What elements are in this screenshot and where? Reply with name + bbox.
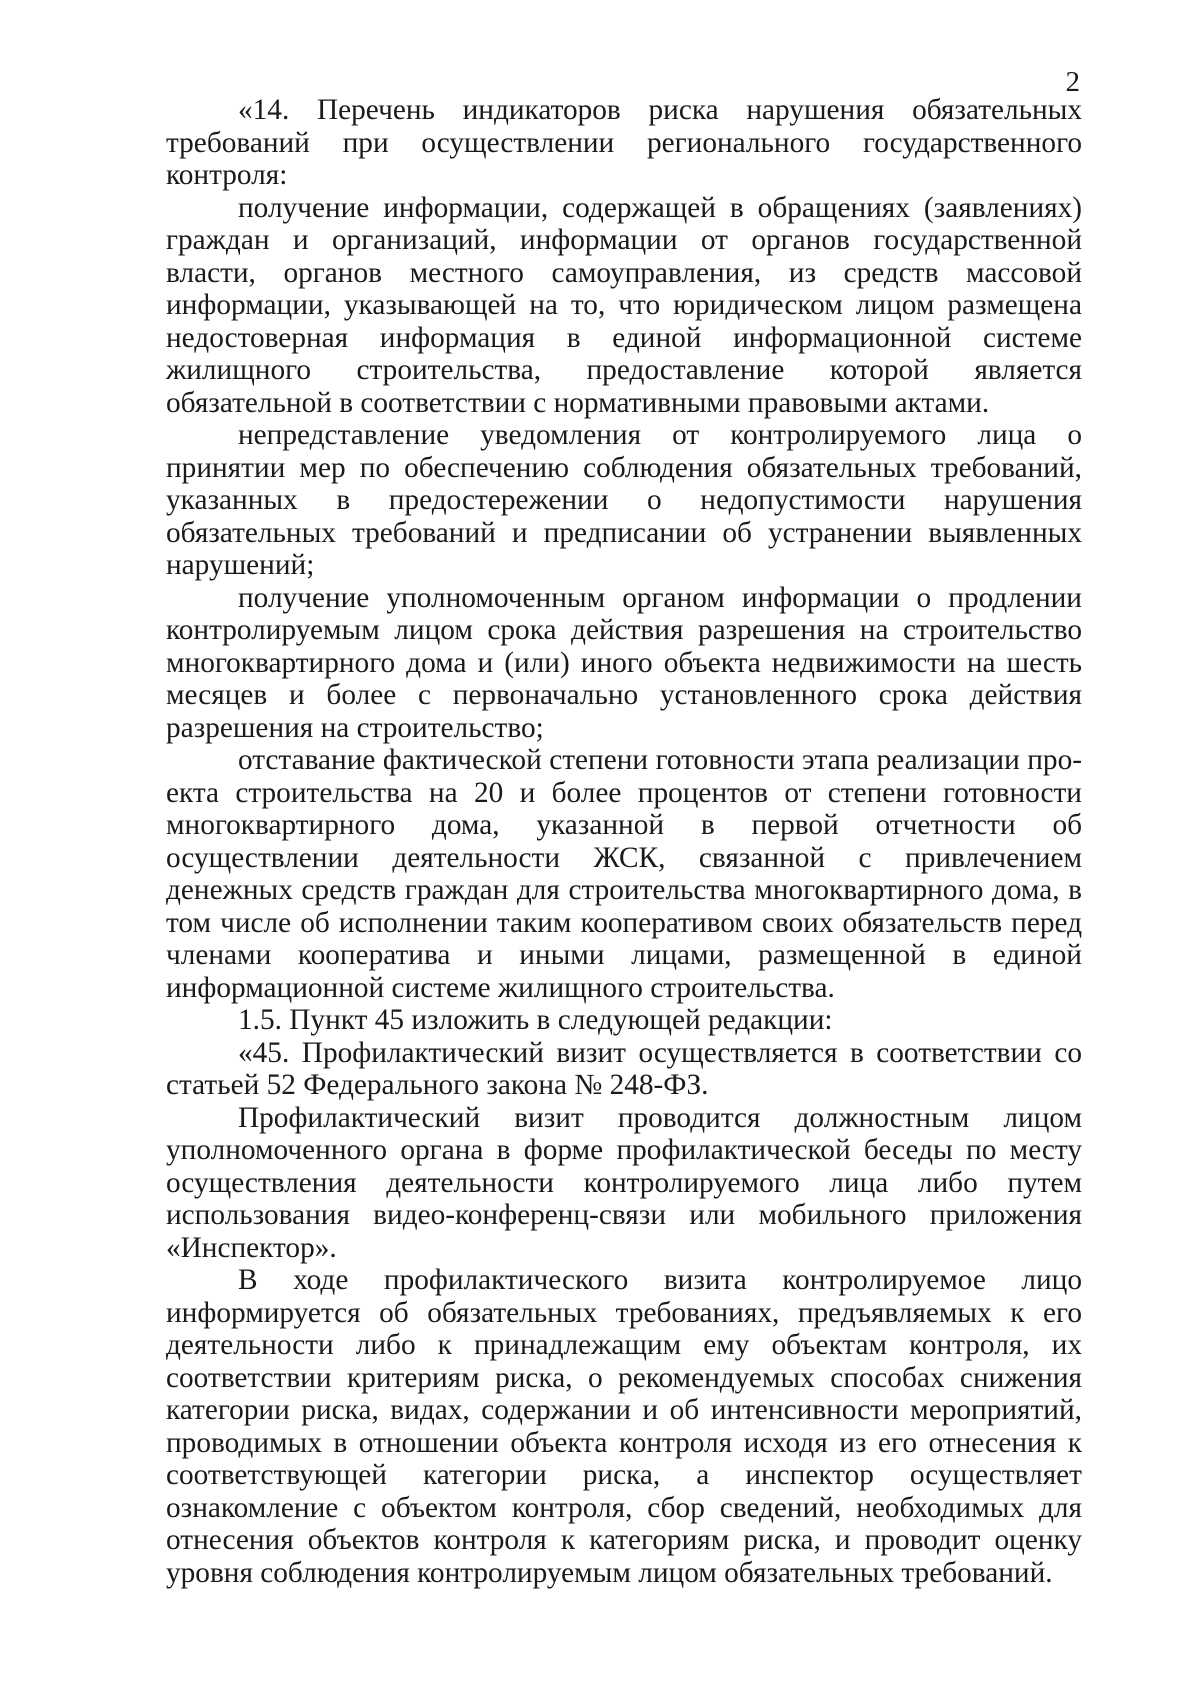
paragraph-indicator-information: получение информации, содержащей в обращениях (заявлениях) граждан и организаций, информации от органов государственной власти, органов местного самоуправления, из средств массовой информации, указывающей на то, что юридическом лицом размещена недостоверная информация в единой информационной системе жилищного строительства, предоставление которой является обязательной в соответствии с нормативными правовыми актами. [166,191,1082,419]
paragraph-visit-content: В ходе профилактического визита контролируемое лицо информируется об обязательных требованиях, предъявляемых к его деятельности либо к принадлежащим ему объектам контроля, их соответствии критериям риска, о рекомендуемых способах снижения категории риска, видах, содержании и об интенсивности мероприятий, проводимых в отношении объекта контроля исходя из его отнесения к соответствующей категории риска, а инспектор осуществляет ознакомление с объектом контроля, сбор сведений, необходимых для отнесения объектов контроля к категориям риска, и проводит оценку уровня соблюдения контролируемым лицом обязательных требований. [166,1264,1082,1589]
paragraph-indicator-permit-extension: получение уполномоченным органом информации о продлении контролируемым лицом срока действия разрешения на строительство многоквартирного дома и (или) иного объекта недвижимости на шесть месяцев и более с первоначально установленного срока действия разрешения на строительство; [166,581,1082,744]
page-number: 2 [1065,66,1080,98]
paragraph-indicators-list-title: «14. Перечень индикаторов риска нарушения обязательных требований при осуществлении регионального государственного контроля: [166,94,1082,191]
paragraph-item-1-5: 1.5. Пункт 45 изложить в следующей редакции: [238,1004,833,1036]
paragraph-indicator-readiness-lag: отставание фактической степени готовности этапа реализации проекта строительства на 20 и более процентов от степени готовности многоквартирного дома, указанной в первой отчетности об осуществлении деятельности ЖСК, связанной с привлечением денежных средств граждан для строительства многоквартирного дома, в том числе об исполнении таким кооперативом своих обязательств перед членами кооператива и иными лицами, размещенной в единой информационной системе жилищного строительства. [166,744,1082,1004]
document-body [166,94,1082,1589]
paragraph-indicator-notification: непредставление уведомления от контролируемого лица о принятии мер по обеспечению соблюдения обязательных требований, указанных в предостережении о недопустимости нарушения обязательных требований и предписании об устранении выявленных нарушений; [166,419,1082,581]
paragraph-item-45: «45. Профилактический визит осуществляется в соответствии со статьей 52 Федерального закона № 248-ФЗ. [166,1036,1082,1101]
paragraph-visit-conduct: Профилактический визит проводится должностным лицом уполномоченного органа в форме профилактической беседы по месту осуществления деятельности контролируемого лица либо путем использования видео-конференц-связи или мобильного приложения «Инспектор». [166,1101,1082,1264]
